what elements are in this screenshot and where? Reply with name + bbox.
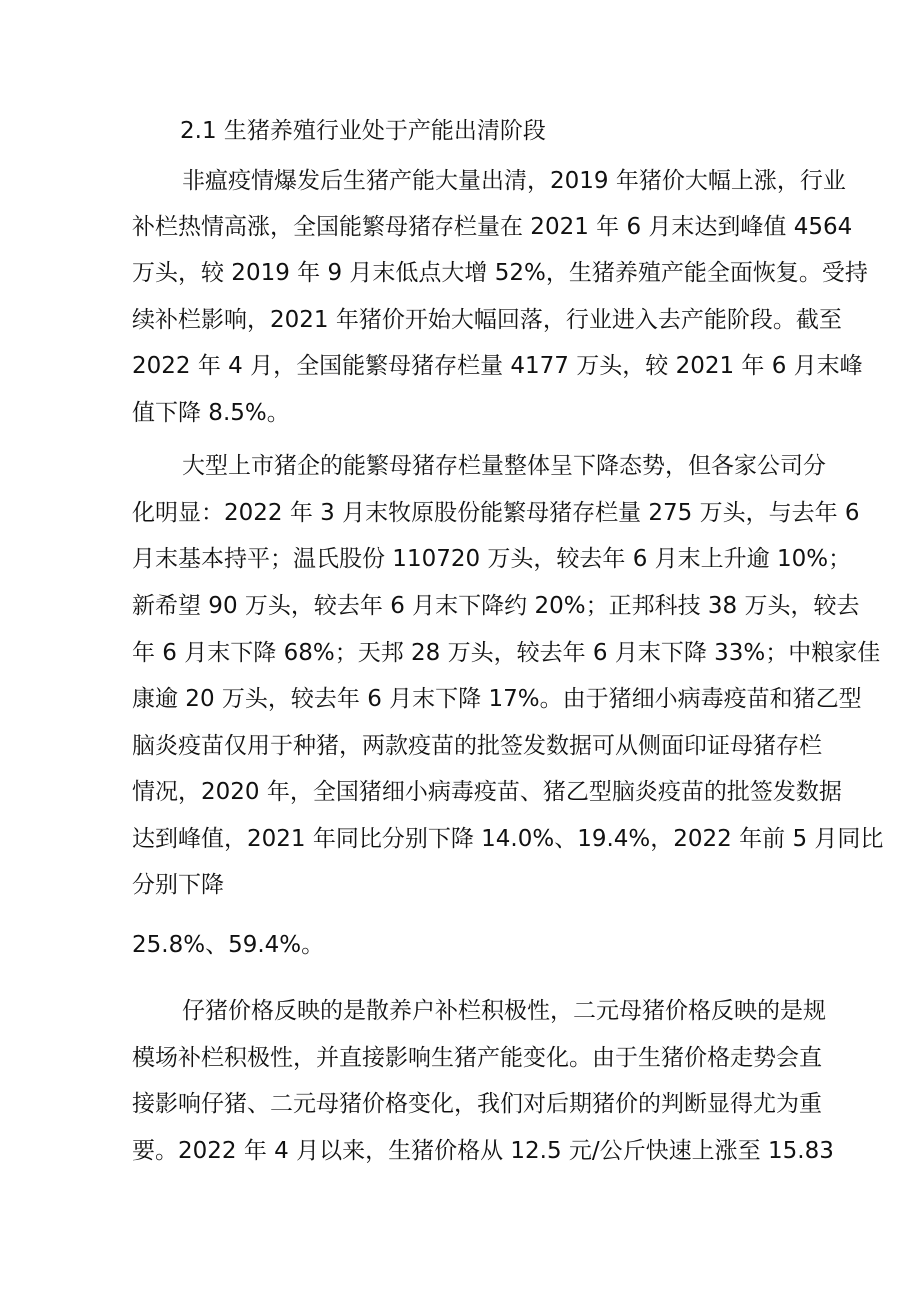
paragraph-2-line-4: 新希望 90 万头，较去年 6 月末下降约 20%；正邦科技 38 万头，较去 — [132, 593, 860, 619]
paragraph-1-line-5: 2022 年 4 月，全国能繁母猪存栏量 4177 万头，较 2021 年 6 月末峰 — [132, 353, 863, 379]
paragraph-2-line-1: 大型上市猪企的能繁母猪存栏量整体呈下降态势，但各家公司分 — [182, 453, 826, 479]
paragraph-1-line-6: 值下降 8.5%。 — [132, 400, 290, 426]
paragraph-2-line-10: 分别下降 — [132, 872, 224, 898]
paragraph-1-line-4: 续补栏影响，2021 年猪价开始大幅回落，行业进入去产能阶段。截至 — [132, 307, 842, 333]
paragraph-2-line-9: 达到峰值，2021 年同比分别下降 14.0%、19.4%，2022 年前 5 月同比 — [132, 826, 884, 852]
paragraph-2-line-7: 脑炎疫苗仅用于种猪，两款疫苗的批签发数据可从侧面印证母猪存栏 — [132, 733, 822, 759]
paragraph-2-line-5: 年 6 月末下降 68%；天邦 28 万头，较去年 6 月末下降 33%；中粮家佳 — [132, 640, 881, 666]
paragraph-2-line-2: 化明显：2022 年 3 月末牧原股份能繁母猪存栏量 275 万头，与去年 6 — [132, 500, 860, 526]
paragraph-1-line-1: 非瘟疫情爆发后生猪产能大量出清，2019 年猪价大幅上涨，行业 — [182, 168, 846, 194]
paragraph-2-line-3: 月末基本持平；温氏股份 110720 万头，较去年 6 月末上升逾 10%； — [132, 546, 852, 572]
paragraph-3-line-4: 要。2022 年 4 月以来，生猪价格从 12.5 元/公斤快速上涨至 15.83 — [132, 1138, 834, 1164]
paragraph-2-line-8: 情况，2020 年，全国猪细小病毒疫苗、猪乙型脑炎疫苗的批签发数据 — [132, 779, 842, 805]
paragraph-2-line-11: 25.8%、59.4%。 — [132, 932, 325, 958]
paragraph-1-line-2: 补栏热情高涨，全国能繁母猪存栏量在 2021 年 6 月末达到峰值 4564 — [132, 214, 853, 240]
paragraph-2-line-6: 康逾 20 万头，较去年 6 月末下降 17%。由于猪细小病毒疫苗和猪乙型 — [132, 686, 862, 712]
paragraph-3-line-2: 模场补栏积极性，并直接影响生猪产能变化。由于生猪价格走势会直 — [132, 1045, 822, 1071]
paragraph-3-line-3: 接影响仔猪、二元母猪价格变化，我们对后期猪价的判断显得尤为重 — [132, 1091, 822, 1117]
paragraph-1-line-3: 万头，较 2019 年 9 月末低点大增 52%，生猪养殖产能全面恢复。受持 — [132, 260, 868, 286]
section-heading: 2.1 生猪养殖行业处于产能出清阶段 — [180, 118, 546, 144]
paragraph-3-line-1: 仔猪价格反映的是散养户补栏积极性，二元母猪价格反映的是规 — [182, 998, 826, 1024]
